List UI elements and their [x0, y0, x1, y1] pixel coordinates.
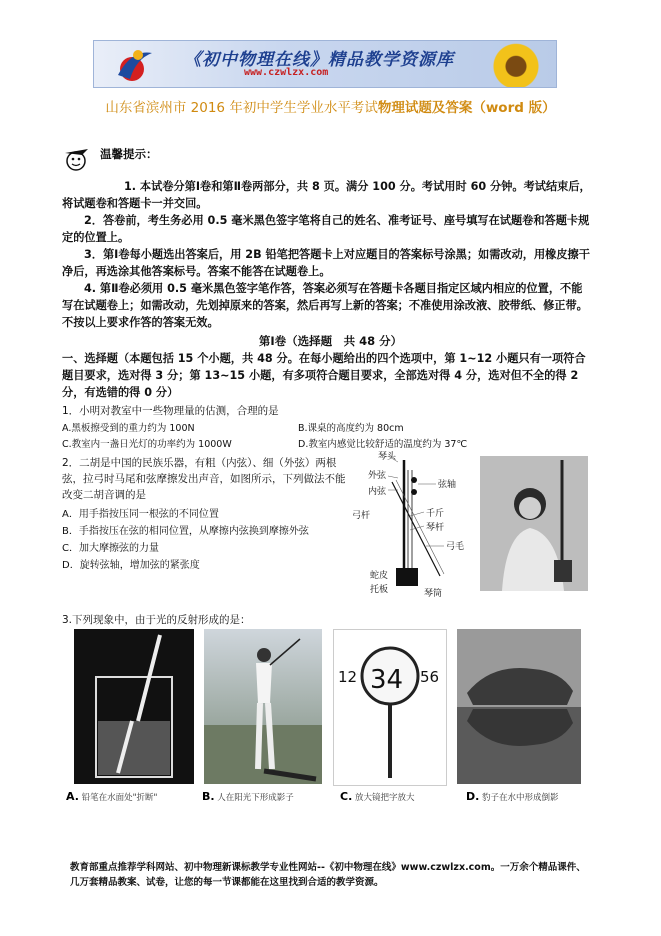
- smiley-icon: [62, 146, 92, 172]
- erhu-label: 外弦: [368, 471, 387, 481]
- q3-caption-b: B. 人在阳光下形成影子: [202, 790, 294, 803]
- q1-option-a: A.黑板擦受到的重力约为 100N: [62, 423, 195, 434]
- q1-option-b: B.课桌的高度约为 80cm: [298, 423, 404, 434]
- erhu-label: 托板: [370, 585, 389, 595]
- tips-label: 温馨提示：: [100, 147, 158, 161]
- erhu-label: 琴杆: [426, 523, 445, 533]
- banner-url: www.czwlzx.com: [244, 67, 329, 78]
- magnifier-digit: 34: [370, 665, 404, 695]
- magnifier-photo: [333, 629, 447, 786]
- erhu-label: 弓毛: [446, 542, 465, 552]
- q3-stem: 3.下列现象中，由于光的反射形成的是：: [62, 614, 251, 626]
- tip-2: 2．答卷前，考生务必用 0.5 毫米黑色签字笔将自己的姓名、准考证号、座号填写在试题卷和答题卡规定的位置上。: [62, 214, 590, 244]
- header-banner: [93, 40, 557, 88]
- tip-4: 4. 第Ⅱ卷必须用 0.5 毫米黑色签字笔作答，答案必须写在答题卡各题目指定区域内相应的位置，不能写在试题卷上；如需改动，先划掉原来的答案，然后再写上新的答案；不准使用涂改液、胶带纸、修正带。不按以上要求作答的答案无效。: [62, 282, 588, 329]
- logo-icon: [112, 45, 156, 83]
- footer-note: [70, 860, 630, 890]
- tip-1: 1. 本试卷分第Ⅰ卷和第Ⅱ卷两部分，共 8 页。满分 100 分。考试用时 60 分钟。考试结束后，将试题卷和答题卡一并交回。: [62, 180, 591, 210]
- erhu-diagram: [352, 450, 477, 600]
- q2-option-d: D．旋转弦轴，增加弦的紧张度: [62, 560, 200, 571]
- erhu-label: 千斤: [426, 509, 445, 519]
- instructions: 一、选择题（本题包括 15 个小题，共 48 分。在每小题给出的四个选项中，第 1~12 小题只有一项符合题目要求，选对得 3 分；第 13~15 小题，有多项符合题目要求，全部选对得 4 分，选对但不全的得 2 分，有选错的得 0 分）: [62, 352, 586, 399]
- q1-option-d: D.教室内感觉比较舒适的温度约为 37℃: [298, 439, 468, 450]
- q3-caption-a: A. 铅笔在水面处"折断": [66, 790, 158, 803]
- erhu-label: 弓杆: [352, 511, 371, 521]
- q1-stem: 1．小明对教室中一些物理量的估测，合理的是: [62, 405, 279, 417]
- section-heading: 第Ⅰ卷（选择题 共 48 分）: [258, 334, 403, 348]
- erhu-label: 弦轴: [438, 480, 457, 490]
- title-part2: 物理试题及答案（word 版）: [377, 100, 556, 116]
- magnifier-digit: 12: [338, 668, 358, 686]
- leopard-reflection-photo: [457, 629, 581, 784]
- golfer-photo: [204, 629, 322, 784]
- footer-line-2: 几万套精品教案、试卷，让您的每一节课都能在这里找到合适的教学资源。: [70, 877, 384, 888]
- tip-3: 3．第Ⅰ卷每小题选出答案后，用 2B 铅笔把答题卡上对应题目的答案标号涂黑；如需改动，用橡皮擦干净后，再选涂其他答案标号。答案不能答在试题卷上。: [62, 248, 590, 278]
- q3-caption-d: D. 豹子在水中形成倒影: [466, 790, 559, 803]
- banner-brand: 《初中物理在线》精品教学资源库: [184, 50, 454, 70]
- erhu-label: 琴筒: [424, 589, 443, 599]
- title-part1: 山东省滨州市 2016 年初中学生学业水平考试: [105, 100, 378, 116]
- erhu-label: 内弦: [368, 487, 387, 497]
- erhu-label: 蛇皮: [370, 571, 389, 581]
- q2-stem: 2．二胡是中国的民族乐器，有粗（内弦）、细（外弦）两根弦，拉弓时马尾和弦摩擦发出声音，如图所示，下列做法不能改变二胡音调的是: [62, 457, 346, 501]
- erhu-player-photo: [480, 456, 588, 591]
- page-title: [0, 96, 661, 116]
- q2-option-b: B．手指按压在弦的相同位置，从摩擦内弦换到摩擦外弦: [62, 526, 309, 537]
- footer-line-1: 教育部重点推荐学科网站、初中物理新课标教学专业性网站--《初中物理在线》www.czwlzx.com。一万余个精品课件、: [70, 862, 586, 873]
- erhu-label: 琴头: [378, 452, 397, 462]
- pencil-in-water-photo: [74, 629, 194, 784]
- q2-option-a: A．用手指按压同一根弦的不同位置: [62, 509, 219, 520]
- sunflower-image: [476, 41, 556, 87]
- q2-option-c: C．加大摩擦弦的力量: [62, 543, 159, 554]
- q1-option-c: C.教室内一盏日光灯的功率约为 1000W: [62, 439, 232, 450]
- q3-caption-c: C. 放大镜把字放大: [340, 790, 415, 803]
- magnifier-digit: 56: [420, 668, 440, 686]
